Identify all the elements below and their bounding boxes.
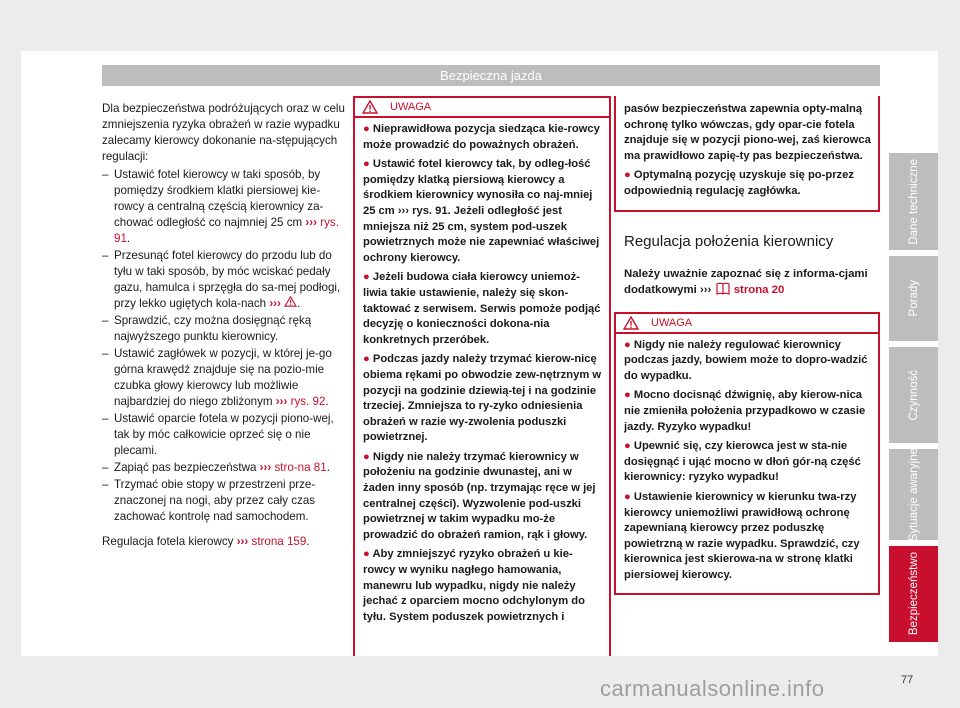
bullet-dot: ●	[363, 271, 373, 284]
list-item-tail: .	[126, 232, 131, 245]
info-chevron: ›››	[699, 283, 712, 296]
reference-chevron: ›››	[305, 216, 317, 229]
adjustment-list-item	[102, 346, 347, 410]
warning-bullet-text: Aby zmniejszyć ryzyko obrażeń u kie-rowcy w wyniku nagłego hamowania, manewru lub wypadku, nigdy nie należy jechać z oparciem mocno odchylonym do tyłu. System poduszek powietrznych i	[363, 548, 585, 623]
chapter-tab[interactable]	[889, 347, 938, 443]
manual-page	[21, 51, 938, 686]
warning-bullet-text: Nieprawidłowa pozycja siedząca kie-rowcy może prowadzić do poważnych obrażeń.	[363, 123, 600, 151]
warning-bullet-text: Ustawić fotel kierowcy tak, by odleg-łość pomiędzy klatką piersiową kierowcy a środkiem kierownicy wynosiła co naj-mniej 25 cm ››› rys. 91. Jeżeli odległość jest mniejsza niż 25 cm, system pod-uszek powietrznych może nie zapewniać właściwej ochrony kierowcy.	[363, 158, 600, 264]
adjustment-list-item	[102, 411, 347, 459]
warning-triangle-icon[interactable]	[284, 296, 297, 307]
column-left	[102, 101, 347, 550]
warning-bullet-text: Ustawienie kierownicy w kierunku twa-rzy kierowcy uniemożliwi prawidłową ochronę zapewnianą kierowcy przez poduszkę powietrzną w razie wypadku. Sprawdzić, czy kierownica jest skierowa-na w stronę klatki piersiowej kierowcy.	[624, 490, 860, 581]
bullet-dot: ●	[363, 353, 373, 366]
intro-paragraph: Dla bezpieczeństwa podróżujących oraz w celu zmniejszenia ryzyka obrażeń w razie wypadku zalecamy kierowcy dokonanie na-stępujących regulacji:	[102, 102, 345, 163]
outro-paragraph	[102, 534, 347, 550]
bullet-dot: ●	[624, 169, 634, 182]
warning-bullet	[624, 490, 872, 584]
bullet-dot: ●	[624, 338, 634, 351]
chapter-tab-label: Porady	[907, 280, 920, 317]
reference-link[interactable]: rys. 92	[290, 395, 326, 408]
adjustment-list-item	[102, 248, 347, 312]
bullet-dot: ●	[363, 450, 373, 463]
reference-chevron: ›››	[259, 461, 272, 474]
bullet-dot: ●	[624, 389, 634, 402]
warning-bullet	[363, 352, 603, 446]
info-text: Należy uważnie zapoznać się z informa-cjami dodatkowymi	[624, 267, 868, 296]
continuation-bullet-text: Optymalną pozycję uzyskuje się po-przez odpowiednią regulację zagłówka.	[624, 169, 854, 197]
list-item-text: Zapiąć pas bezpieczeństwa	[114, 461, 260, 474]
bullet-dot: ●	[363, 548, 373, 561]
reference-link[interactable]: stro-na 81	[274, 461, 327, 474]
section-title: Regulacja położenia kierownicy	[624, 232, 834, 250]
list-item-tail: .	[325, 395, 329, 408]
chapter-tab[interactable]	[889, 256, 938, 341]
warning-bullet	[363, 450, 603, 544]
watermark: carmanualsonline.info	[600, 676, 825, 701]
list-item-text: Ustawić zagłówek w pozycji, w której je-go górna krawędź znajduje się na pozio-mie czubka głowy kierowcy lub możliwie najbardziej do niego zbliżonym	[114, 347, 332, 408]
list-item-text: Trzymać obie stopy w przestrzeni prze-znaczonej na nogi, aby przez cały czas zachować kontrolę nad samochodem.	[114, 478, 316, 523]
outro-reference-link[interactable]: strona 159	[251, 535, 307, 548]
warning-box	[353, 96, 611, 656]
continuation-bullet	[624, 168, 872, 199]
warning-triangle-icon	[362, 100, 378, 114]
continuation-text: pasów bezpieczeństwa zapewnia opty-malną ochronę tylko wówczas, gdy opar-cie fotela znajduje się w pozycji piono-wej, zaś kierowca ma prawidłowo zapię-ty pas bezpieczeństwa.	[624, 103, 871, 162]
warning-bullet	[624, 439, 872, 486]
info-reference-link[interactable]: strona 20	[733, 283, 785, 296]
page-header-title: Bezpieczna jazda	[440, 68, 542, 83]
list-item-text: Przesunąć fotel kierowcy do przodu lub do tyłu w taki sposób, by móc wciskać pedały gazu, hamulca i sprzęgła do sa-mej podłogi, przy lekko ugiętych kola-nach	[114, 249, 341, 310]
warning-bullet	[363, 122, 603, 153]
warning-box-2	[614, 312, 880, 596]
chapter-tab-label: Dane techniczne	[907, 158, 920, 245]
warning-bullet-text: Nigdy nie należy regulować kierownicy podczas jazdy, bowiem może to dopro-wadzić do wypadku.	[624, 338, 868, 382]
bullet-dot: ●	[363, 123, 373, 135]
chapter-tab-label: Czynność	[907, 369, 920, 421]
list-item-text: Ustawić oparcie fotela w pozycji piono-wej, tak by móc całkowicie oprzeć się o nie plecami.	[114, 412, 334, 457]
chapter-tab[interactable]	[889, 153, 938, 250]
reference-chevron: ›››	[275, 395, 288, 408]
warning-bullet	[363, 157, 603, 266]
reference-chevron: ›››	[236, 535, 249, 548]
chapter-tab[interactable]	[889, 449, 938, 540]
chapter-tab[interactable]	[889, 546, 938, 642]
warning-bullet	[363, 547, 603, 625]
warning-bullet-text: Jeżeli budowa ciała kierowcy uniemoż-liwia takie ustawienie, należy się skon-taktować z serwisem. Serwis pomoże podjąć decyzję o konieczności dokona-nia konkretnych przeróbek.	[363, 271, 601, 346]
warning-bullet	[363, 270, 603, 348]
bullet-dot: ●	[624, 440, 634, 453]
column-middle	[353, 96, 611, 656]
adjustment-list-item	[102, 167, 347, 247]
chapter-tab-label: Sytuacje awaryjne	[907, 447, 920, 542]
outro-text: Regulacja fotela kierowcy	[102, 535, 237, 548]
adjustment-list	[102, 167, 347, 525]
list-item-text: Ustawić fotel kierowcy w taki sposób, by pomiędzy środkiem klatki piersiowej kie-rowcy a centralną częścią kierownicy za-chować odległość co najmniej 25 cm	[114, 168, 324, 229]
info-paragraph	[614, 266, 880, 298]
warning-bullet	[624, 388, 872, 435]
warning-label-2: UWAGA	[651, 316, 693, 329]
warning-body	[355, 118, 609, 635]
bullet-dot: ●	[624, 490, 634, 503]
warning-label: UWAGA	[390, 101, 432, 113]
book-icon	[715, 282, 731, 296]
warning-bullet	[624, 338, 872, 385]
chapter-tab-label: Bezpieczeństwo	[907, 552, 920, 636]
adjustment-list-item	[102, 477, 347, 525]
warning-header-2	[616, 314, 878, 334]
warning-continuation-body	[616, 96, 878, 210]
header-bar	[102, 65, 880, 86]
warning-body-2	[616, 334, 878, 594]
warning-continuation-box	[614, 96, 880, 212]
column-right	[614, 96, 880, 595]
warning-bullet-text: Nigdy nie należy trzymać kierownicy w położeniu na godzinie dwunastej, ani w żaden inny sposób (np. trzymając ręce w jej centralnej części). Wyzwolenie pod-uszki powietrznej w takim wypadku mo-że prowadzić do obrażeń ramion, rąk i głowy.	[363, 450, 596, 541]
warning-bullet-text: Podczas jazdy należy trzymać kierow-nicę obiema rękami po obwodzie zew-nętrznym w pozycji na godzinie dziewią-tej i na godzinie trzeciej. Zmniejsza to ry-zyko odniesienia obrażeń w razie wy-zwolenia poduszki powietrznej.	[363, 353, 602, 444]
list-item-text: Sprawdzić, czy można dosięgnąć ręką najwyższego punktu kierownicy.	[114, 314, 312, 343]
warning-header	[355, 98, 609, 118]
list-item-tail: .	[326, 461, 330, 474]
warning-triangle-icon	[623, 316, 639, 330]
reference-link[interactable]: rys. 91	[114, 216, 339, 245]
list-item-tail: .	[297, 297, 301, 310]
outro-tail: .	[306, 535, 310, 548]
adjustment-list-item	[102, 313, 347, 345]
warning-bullet-text: Mocno docisnąć dźwignię, aby kierow-nica nie zmieniła położenia przypadkowo w czasie jazdy. Ryzyko wypadku!	[624, 389, 866, 433]
warning-bullet-text: Upewnić się, czy kierowca jest w sta-nie dosięgnąć i ująć mocno w dłoń gór-ną część kierownicy: ryzyko wypadku!	[624, 440, 861, 484]
reference-chevron: ›››	[269, 297, 281, 310]
page-number: 77	[901, 674, 914, 686]
bullet-dot: ●	[363, 158, 373, 171]
adjustment-list-item	[102, 460, 347, 476]
